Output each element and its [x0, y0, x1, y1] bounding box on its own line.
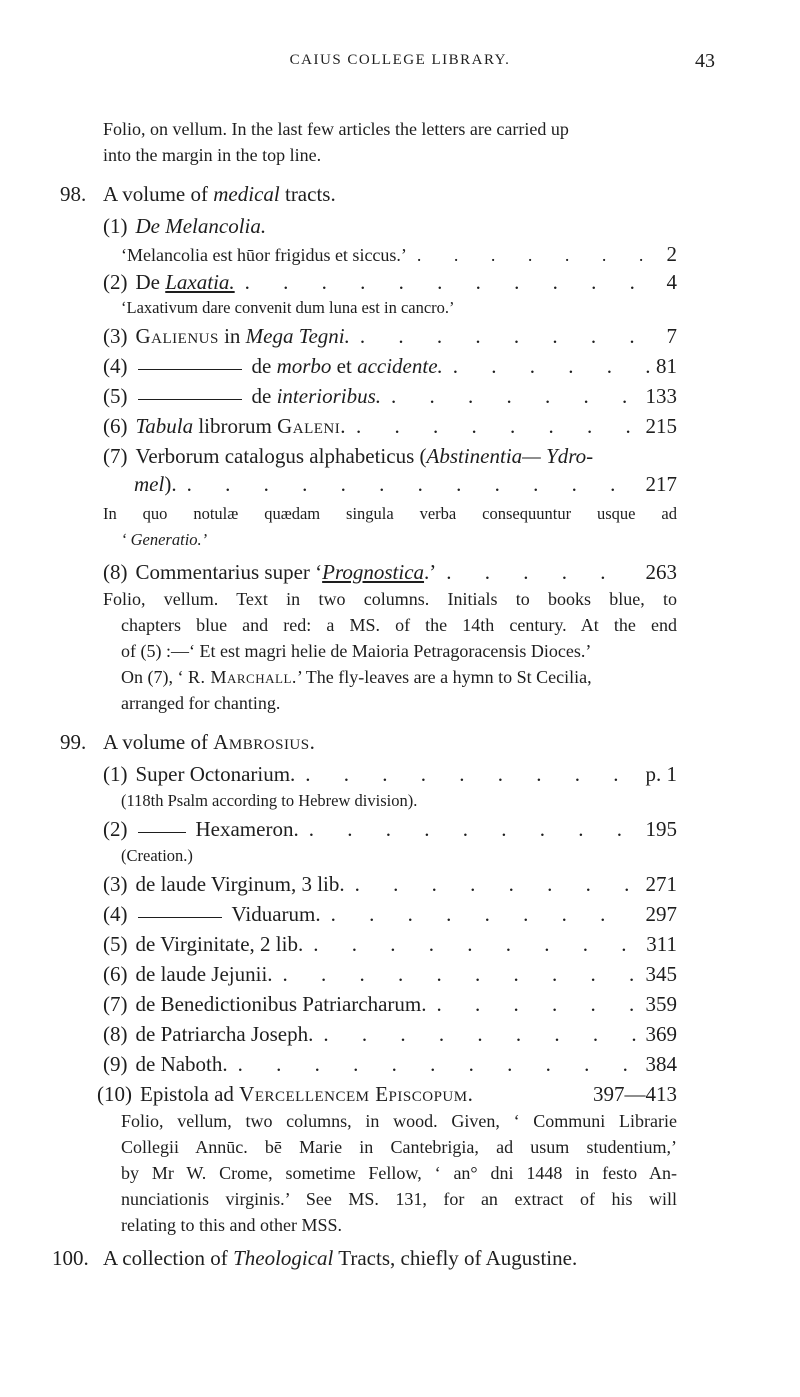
- entry-99-note-2: (Creation.): [121, 846, 193, 865]
- item-page: 397—413: [593, 1082, 677, 1106]
- item-page: 215: [645, 414, 677, 438]
- entry-99-desc-2: Collegii Annūc. bē Marie in Cantebrigia, ad usum studentium,’: [121, 1137, 677, 1157]
- item-page: 4: [666, 270, 677, 294]
- entry-98-item-4: (4) de morbo et accidente. . . . 81: [103, 351, 677, 381]
- item-page: 311: [646, 932, 677, 956]
- entry-99-item-4: (4) Viduarum. . . . 297: [103, 899, 677, 929]
- entry-100-heading: A collection of Theological Tracts, chiefly of Augustine.: [103, 1246, 578, 1270]
- item-page: 271: [645, 872, 677, 896]
- entry-98-item-1: [103, 211, 677, 241]
- entry-100-number: 100.: [52, 1246, 89, 1270]
- entry-98-item-7: (7) Verborum catalogus alphabeticus (Abstinentia— Ydro-: [103, 444, 594, 468]
- page-number: 43: [695, 50, 715, 72]
- entry-99-desc-3: by Mr W. Crome, sometime Fellow, ‘ an° dni 1448 in festo An-: [121, 1163, 677, 1183]
- item-page: 345: [645, 962, 677, 986]
- item-page: 2: [666, 242, 677, 266]
- entry-99-heading: A volume of Ambrosius.: [103, 730, 316, 754]
- entry-99-item-5: (5) de Virginitate, 2 lib. . . . 311: [103, 929, 677, 959]
- entry-98-quote-2: ‘Laxativum dare convenit dum luna est in cancro.’: [121, 298, 455, 317]
- intro-line-2: into the margin in the top line.: [103, 145, 322, 165]
- entry-99-item-10: (10) Epistola ad Vercellencem Episcopum. 397—413: [97, 1079, 677, 1109]
- entry-99-item-1: (1) Super Octonarium. . . . p. 1: [103, 759, 677, 789]
- entry-98-item-6: (6) Tabula librorum Galeni. . . . 215: [103, 411, 677, 441]
- entry-99-item-3: (3) de laude Virginum, 3 lib. . . . 271: [103, 869, 677, 899]
- item-page: 297: [645, 902, 677, 926]
- item-page: 384: [645, 1052, 677, 1076]
- entry-99-item-8: (8) de Patriarcha Joseph. . . . 369: [103, 1019, 677, 1049]
- entry-99-item-6: (6) de laude Jejunii. . . . 345: [103, 959, 677, 989]
- entry-98-desc-4: On (7), ‘ R. Marchall.’ The fly-leaves are a hymn to St Cecilia,: [121, 667, 592, 687]
- entry-99-note-1: (118th Psalm according to Hebrew division).: [121, 791, 418, 810]
- entry-98-desc-2: chapters blue and red: a MS. of the 14th century. At the end: [121, 615, 677, 635]
- entry-98-note-2: ‘ Generatio.’: [121, 530, 208, 549]
- item-page: 81: [656, 354, 677, 378]
- entry-99-item-9: (9) de Naboth. . . . 384: [103, 1049, 677, 1079]
- ditto-dash: [138, 369, 242, 370]
- entry-98-item-3: (3) Galienus in Mega Tegni. . . . 7: [103, 321, 677, 351]
- item-page: 359: [645, 992, 677, 1016]
- entry-98-note-1: In quo notulæ quædam singula verba consequuntur usque ad: [103, 504, 677, 523]
- item-label: (1): [103, 214, 128, 238]
- entry-98-quote-1: ‘Melancolia est hūor frigidus et siccus.’ . . . 2: [121, 239, 677, 269]
- entry-99-desc-1: Folio, vellum, two columns, in wood. Given, ‘ Communi Librarie: [121, 1111, 677, 1131]
- item-page: 263: [645, 560, 677, 584]
- entry-99-item-7: (7) de Benedictionibus Patriarcharum. . . . 359: [103, 989, 677, 1019]
- ditto-dash: [138, 917, 222, 918]
- ditto-dash: [138, 399, 242, 400]
- entry-98-desc-3: of (5) :—‘ Et est magri helie de Maioria Petragoracensis Dioces.’: [121, 641, 592, 661]
- item-page: 369: [645, 1022, 677, 1046]
- entry-98-item-5: (5) de interioribus. . . . 133: [103, 381, 677, 411]
- ditto-dash: [138, 832, 186, 833]
- item-page: 217: [645, 472, 677, 496]
- intro-line-1: Folio, on vellum. In the last few articles the letters are carried up: [103, 119, 569, 139]
- item-page: p. 1: [645, 762, 677, 786]
- entry-98-item-7-cont: mel). . . . 217: [134, 469, 677, 499]
- running-head: [0, 50, 800, 78]
- entry-99-number: 99.: [60, 730, 87, 754]
- item-page: 133: [645, 384, 677, 408]
- entry-98-number: 98.: [60, 182, 87, 206]
- entry-98-desc-5: arranged for chanting.: [121, 693, 281, 713]
- entry-98-item-8: (8) Commentarius super ‘Prognostica.’ . . . 263: [103, 557, 677, 587]
- item-page: 195: [645, 817, 677, 841]
- running-head-title: CAIUS COLLEGE LIBRARY.: [289, 52, 511, 68]
- entry-98-item-2: (2) De Laxatia. . . . 4: [103, 267, 677, 297]
- entry-99-desc-4: nunciationis virginis.’ See MS. 131, for an extract of his will: [121, 1189, 677, 1209]
- item-page: 7: [666, 324, 677, 348]
- entry-99-desc-5: relating to this and other MSS.: [121, 1215, 342, 1235]
- item-title: De Melancolia.: [135, 214, 267, 238]
- entry-99-item-2: (2) Hexameron. . . . 195: [103, 814, 677, 844]
- entry-98-desc-1: Folio, vellum. Text in two columns. Initials to books blue, to: [103, 589, 677, 609]
- entry-98-heading: A volume of medical tracts.: [103, 182, 336, 206]
